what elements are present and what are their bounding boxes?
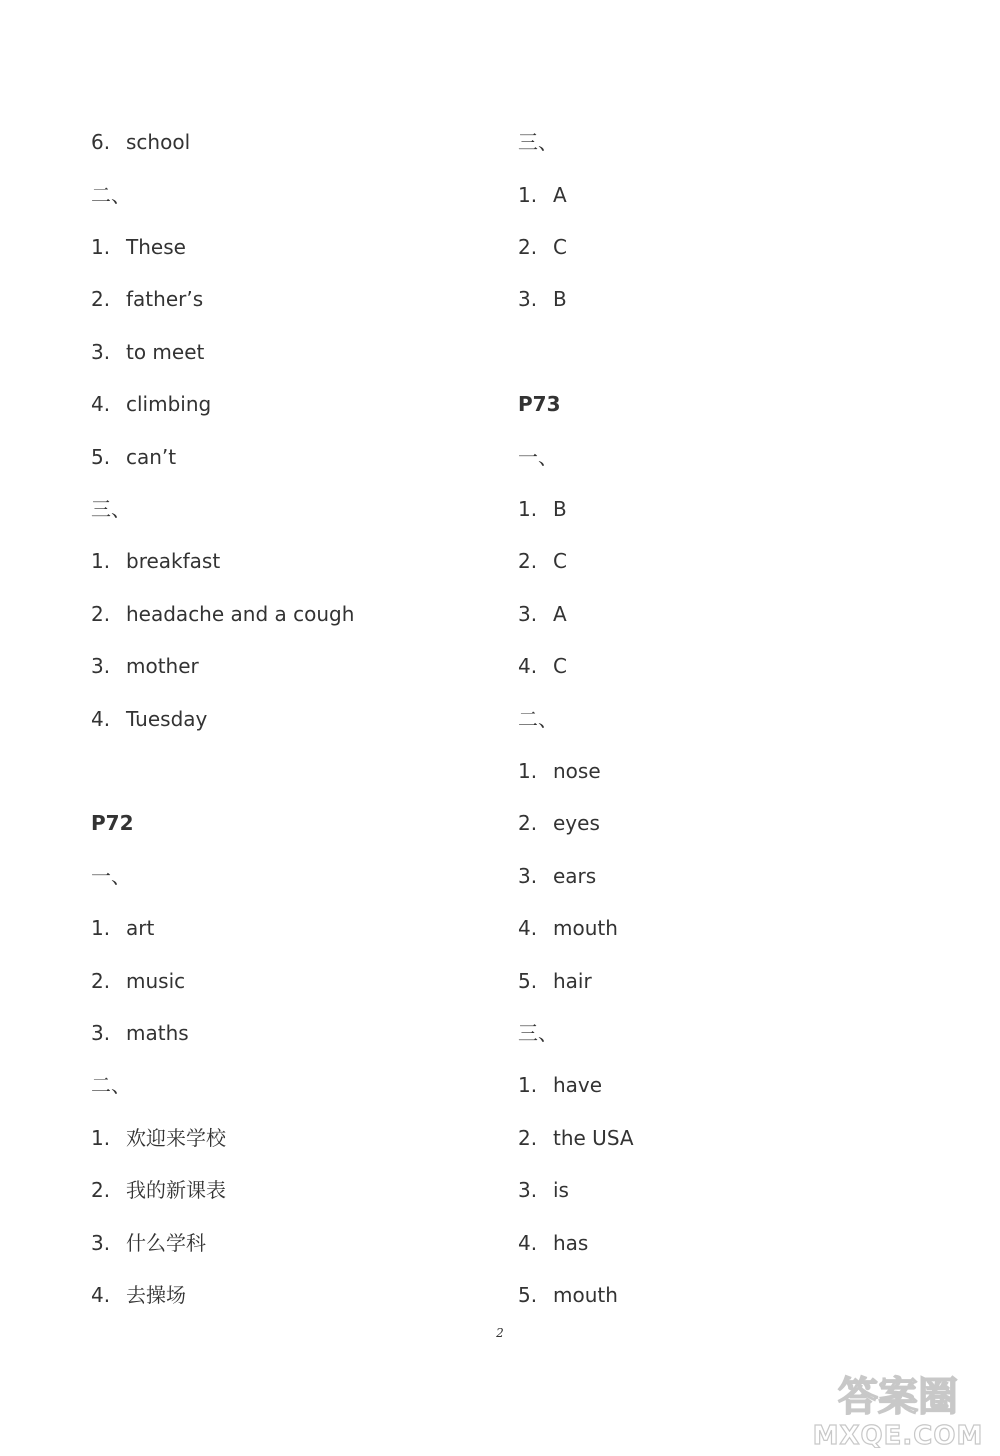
answer-line — [518, 1070, 602, 1100]
answer-text: B — [553, 287, 567, 311]
answer-line — [518, 808, 600, 838]
item-number: 2. — [518, 549, 538, 573]
answer-text: B — [553, 497, 567, 521]
answer-text: hair — [553, 969, 592, 993]
page-heading-text: P72 — [91, 811, 134, 835]
answer-text: father’s — [126, 287, 204, 311]
answer-text: A — [553, 602, 567, 626]
answer-text: mother — [126, 654, 199, 678]
answer-text: 我的新课表 — [126, 1178, 226, 1202]
section-marker-text: 二、 — [91, 1073, 131, 1097]
answer-line — [91, 651, 199, 681]
section-marker — [91, 1070, 131, 1100]
answer-line — [518, 494, 567, 524]
section-marker-text: 一、 — [91, 864, 131, 888]
answer-text: maths — [126, 1021, 189, 1045]
answer-line — [518, 756, 601, 786]
page-heading-text: P73 — [518, 392, 561, 416]
answer-line — [518, 1228, 588, 1258]
item-number: 2. — [91, 1178, 111, 1202]
section-marker-text: 三、 — [91, 497, 131, 521]
page-number: 2 — [496, 1326, 504, 1340]
answer-line — [518, 180, 567, 210]
item-number: 5. — [518, 969, 538, 993]
answer-text: Tuesday — [126, 707, 208, 731]
item-number: 2. — [91, 602, 111, 626]
answer-line — [91, 966, 185, 996]
section-marker-text: 一、 — [518, 445, 558, 469]
answer-line — [518, 913, 618, 943]
item-number: 4. — [518, 916, 538, 940]
answer-text: eyes — [553, 811, 600, 835]
item-number: 1. — [518, 759, 538, 783]
section-marker-text: 三、 — [518, 130, 558, 154]
section-marker — [91, 494, 131, 524]
answer-line — [91, 599, 354, 629]
item-number: 3. — [518, 864, 538, 888]
answer-line — [91, 232, 186, 262]
watermark-top-text: 答案圈 — [838, 1374, 958, 1420]
answer-line — [91, 284, 203, 314]
answer-text: A — [553, 183, 567, 207]
watermark-logo — [810, 1368, 988, 1448]
answer-line — [91, 442, 176, 472]
section-marker — [518, 127, 558, 157]
answer-line — [91, 1228, 206, 1258]
answer-line — [91, 913, 154, 943]
answer-line — [518, 1123, 634, 1153]
item-number: 3. — [91, 340, 111, 364]
section-marker — [518, 704, 558, 734]
answer-text: C — [553, 235, 567, 259]
section-marker — [518, 1018, 558, 1048]
answer-line — [91, 704, 207, 734]
answer-text: nose — [553, 759, 601, 783]
answer-line — [91, 546, 220, 576]
section-marker-text: 三、 — [518, 1021, 558, 1045]
answer-line — [518, 599, 567, 629]
answer-line — [518, 966, 592, 996]
item-number: 1. — [518, 1073, 538, 1097]
section-marker — [91, 861, 131, 891]
item-number: 5. — [91, 445, 111, 469]
item-number: 4. — [91, 1283, 111, 1307]
answer-text: art — [126, 916, 155, 940]
answer-line — [91, 1280, 186, 1310]
item-number: 1. — [91, 549, 111, 573]
item-number: 3. — [518, 602, 538, 626]
answer-line — [91, 1175, 226, 1205]
answer-text: climbing — [126, 392, 212, 416]
answer-line — [91, 389, 211, 419]
answer-text: is — [553, 1178, 569, 1202]
item-number: 6. — [91, 130, 111, 154]
item-number: 2. — [518, 235, 538, 259]
section-marker — [91, 180, 131, 210]
answer-text: has — [553, 1231, 589, 1255]
answer-text: music — [126, 969, 186, 993]
section-marker-text: 二、 — [518, 707, 558, 731]
answer-line — [518, 861, 596, 891]
item-number: 1. — [91, 916, 111, 940]
answer-line — [91, 1123, 226, 1153]
section-marker — [518, 442, 558, 472]
section-marker-text: 二、 — [91, 183, 131, 207]
item-number: 3. — [518, 1178, 538, 1202]
answer-line — [518, 1175, 569, 1205]
answer-line — [91, 127, 190, 157]
answer-line — [518, 651, 567, 681]
answer-text: school — [126, 130, 191, 154]
answer-text: to meet — [126, 340, 205, 364]
answer-text: 欢迎来学校 — [126, 1126, 226, 1150]
answer-line — [518, 546, 567, 576]
answer-text: headache and a cough — [126, 602, 355, 626]
answer-text: ears — [553, 864, 597, 888]
item-number: 2. — [91, 287, 111, 311]
item-number: 1. — [91, 1126, 111, 1150]
item-number: 4. — [518, 654, 538, 678]
item-number: 4. — [91, 707, 111, 731]
item-number: 1. — [518, 497, 538, 521]
item-number: 1. — [91, 235, 111, 259]
item-number: 2. — [518, 811, 538, 835]
answer-line — [518, 232, 567, 262]
item-number: 4. — [91, 392, 111, 416]
answer-text: C — [553, 549, 567, 573]
answer-text: mouth — [553, 916, 618, 940]
answer-text: have — [553, 1073, 603, 1097]
answer-text: 什么学科 — [126, 1231, 206, 1255]
answer-text: breakfast — [126, 549, 221, 573]
item-number: 1. — [518, 183, 538, 207]
item-number: 2. — [91, 969, 111, 993]
answer-text: the USA — [553, 1126, 634, 1150]
answer-text: can’t — [126, 445, 177, 469]
answer-text: mouth — [553, 1283, 618, 1307]
answer-text: 去操场 — [126, 1283, 186, 1307]
answer-text: These — [126, 235, 186, 259]
item-number: 4. — [518, 1231, 538, 1255]
answer-line — [518, 284, 567, 314]
answer-line — [91, 1018, 189, 1048]
item-number: 3. — [518, 287, 538, 311]
item-number: 3. — [91, 654, 111, 678]
item-number: 3. — [91, 1231, 111, 1255]
item-number: 2. — [518, 1126, 538, 1150]
watermark-logo-graphic — [810, 1368, 988, 1448]
answer-text: C — [553, 654, 567, 678]
answer-line — [518, 1280, 618, 1310]
answer-line — [91, 337, 204, 367]
page-heading — [91, 808, 134, 838]
item-number: 3. — [91, 1021, 111, 1045]
watermark-bottom-text: MXQE.COM — [812, 1421, 984, 1448]
page-heading — [518, 389, 561, 419]
item-number: 5. — [518, 1283, 538, 1307]
